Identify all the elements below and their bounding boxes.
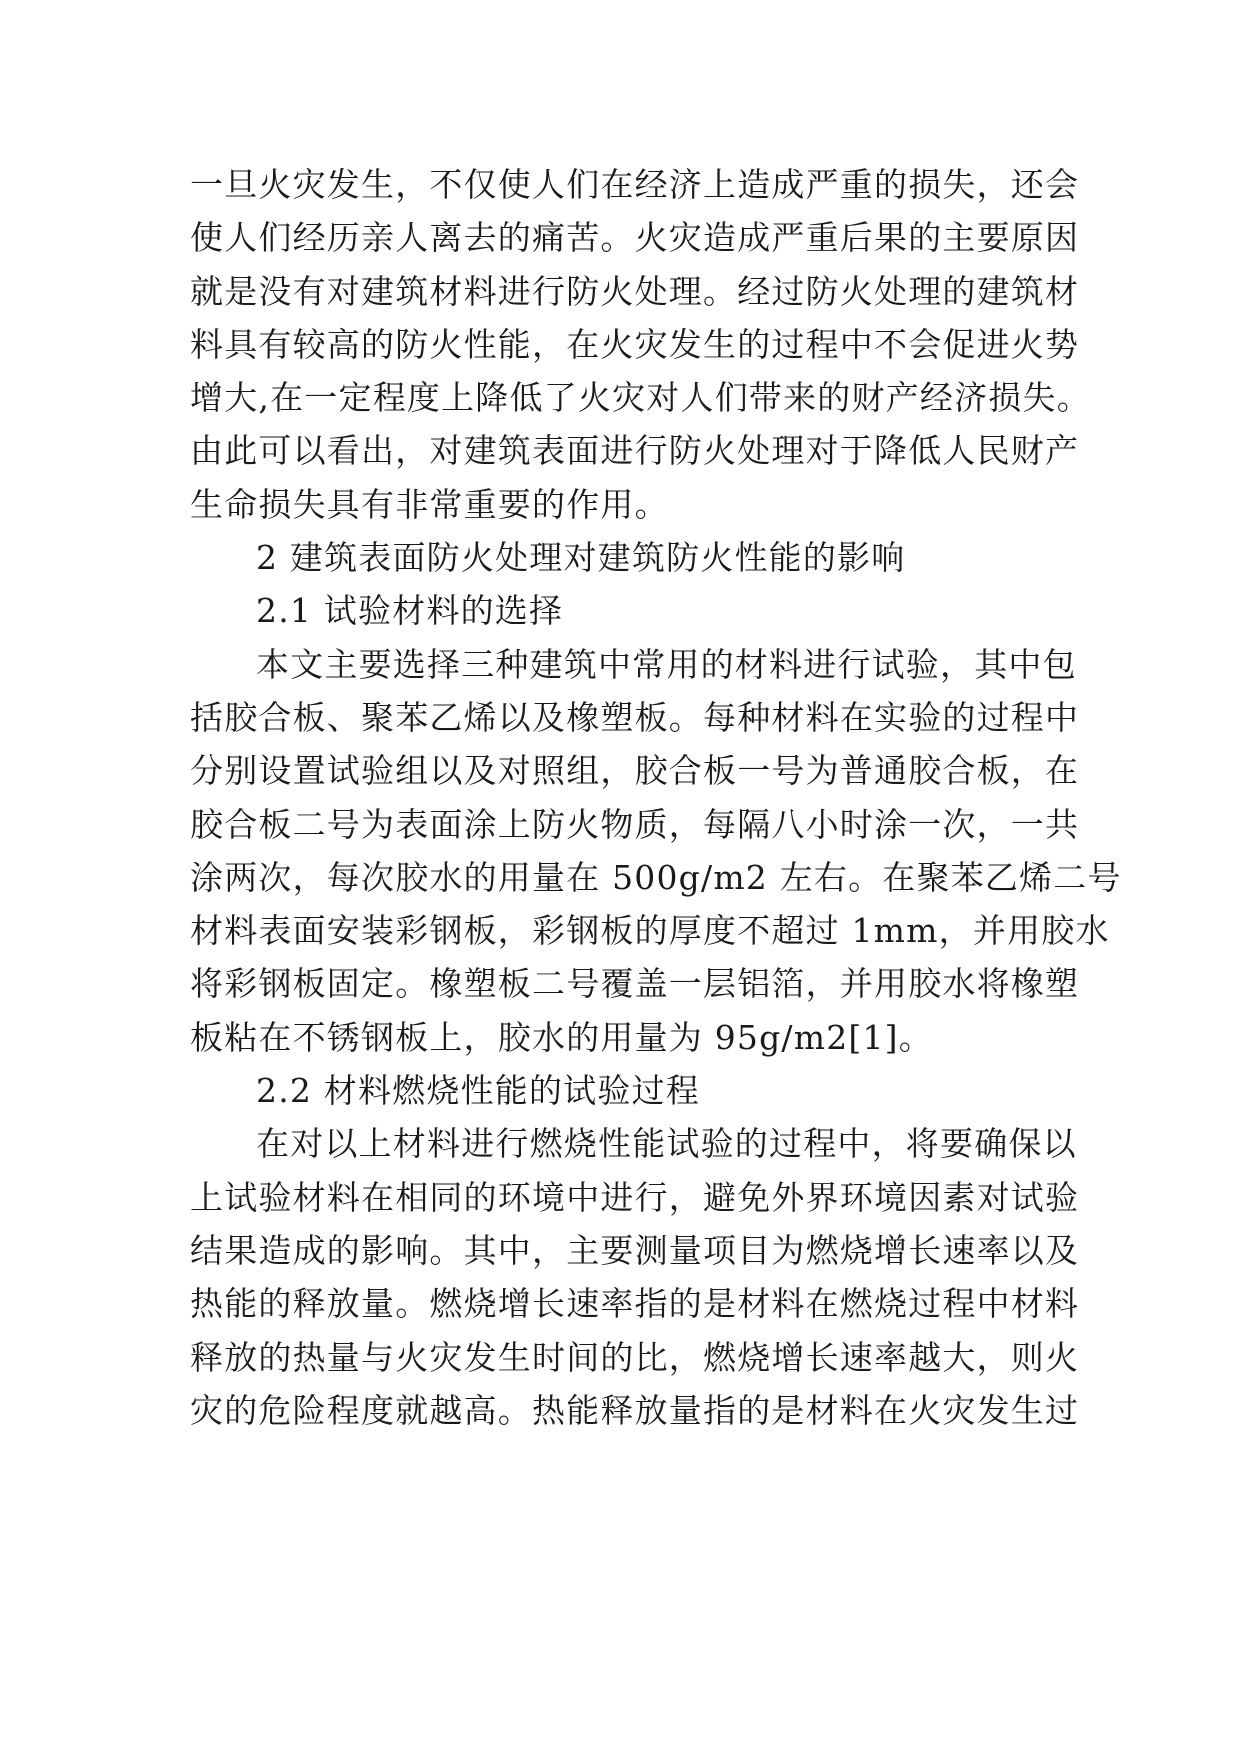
text-line: 本文主要选择三种建筑中常用的材料进行试验，其中包 [256, 644, 1077, 684]
text-line: 由此可以看出，对建筑表面进行防火处理对于降低人民财产 [190, 431, 1080, 471]
text-line: 增大,在一定程度上降低了火灾对人们带来的财产经济损失。 [190, 378, 1091, 418]
text-line: 2 建筑表面防火处理对建筑防火性能的影响 [256, 538, 906, 578]
text-line: 板粘在不锈钢板上，胶水的用量为 95g/m2[1]。 [190, 1017, 933, 1057]
text-line: 生命损失具有非常重要的作用。 [190, 484, 669, 524]
text-line: 料具有较高的防火性能，在火灾发生的过程中不会促进火势 [190, 324, 1080, 364]
text-line: 分别设置试验组以及对照组，胶合板一号为普通胶合板，在 [190, 751, 1080, 791]
text-line: 材料表面安装彩钢板，彩钢板的厚度不超过 1mm，并用胶水 [190, 911, 1110, 951]
text-line: 将彩钢板固定。橡塑板二号覆盖一层铝箔，并用胶水将橡塑 [190, 964, 1080, 1004]
text-line: 胶合板二号为表面涂上防火物质，每隔八小时涂一次，一共 [190, 804, 1080, 844]
text-line: 使人们经历亲人离去的痛苦。火灾造成严重后果的主要原因 [190, 218, 1080, 258]
text-line: 上试验材料在相同的环境中进行，避免外界环境因素对试验 [190, 1177, 1080, 1217]
text-line: 一旦火灾发生，不仅使人们在经济上造成严重的损失，还会 [190, 165, 1080, 204]
text-line: 涂两次，每次胶水的用量在 500g/m2 左右。在聚苯乙烯二号 [190, 857, 1122, 897]
text-line: 2.2 材料燃烧性能的试验过程 [256, 1071, 700, 1111]
text-line: 在对以上材料进行燃烧性能试验的过程中，将要确保以 [256, 1124, 1077, 1164]
body-text [190, 158, 1122, 1437]
text-line: 热能的释放量。燃烧增长速率指的是材料在燃烧过程中材料 [190, 1284, 1080, 1324]
text-line: 2.1 试验材料的选择 [256, 591, 564, 631]
text-line: 结果造成的影响。其中，主要测量项目为燃烧增长速率以及 [190, 1230, 1080, 1270]
text-line: 就是没有对建筑材料进行防火处理。经过防火处理的建筑材 [190, 271, 1080, 311]
text-line: 括胶合板、聚苯乙烯以及橡塑板。每种材料在实验的过程中 [190, 697, 1080, 737]
text-line: 灾的危险程度就越高。热能释放量指的是材料在火灾发生过 [190, 1390, 1080, 1430]
text-line: 释放的热量与火灾发生时间的比，燃烧增长速率越大，则火 [190, 1337, 1080, 1377]
